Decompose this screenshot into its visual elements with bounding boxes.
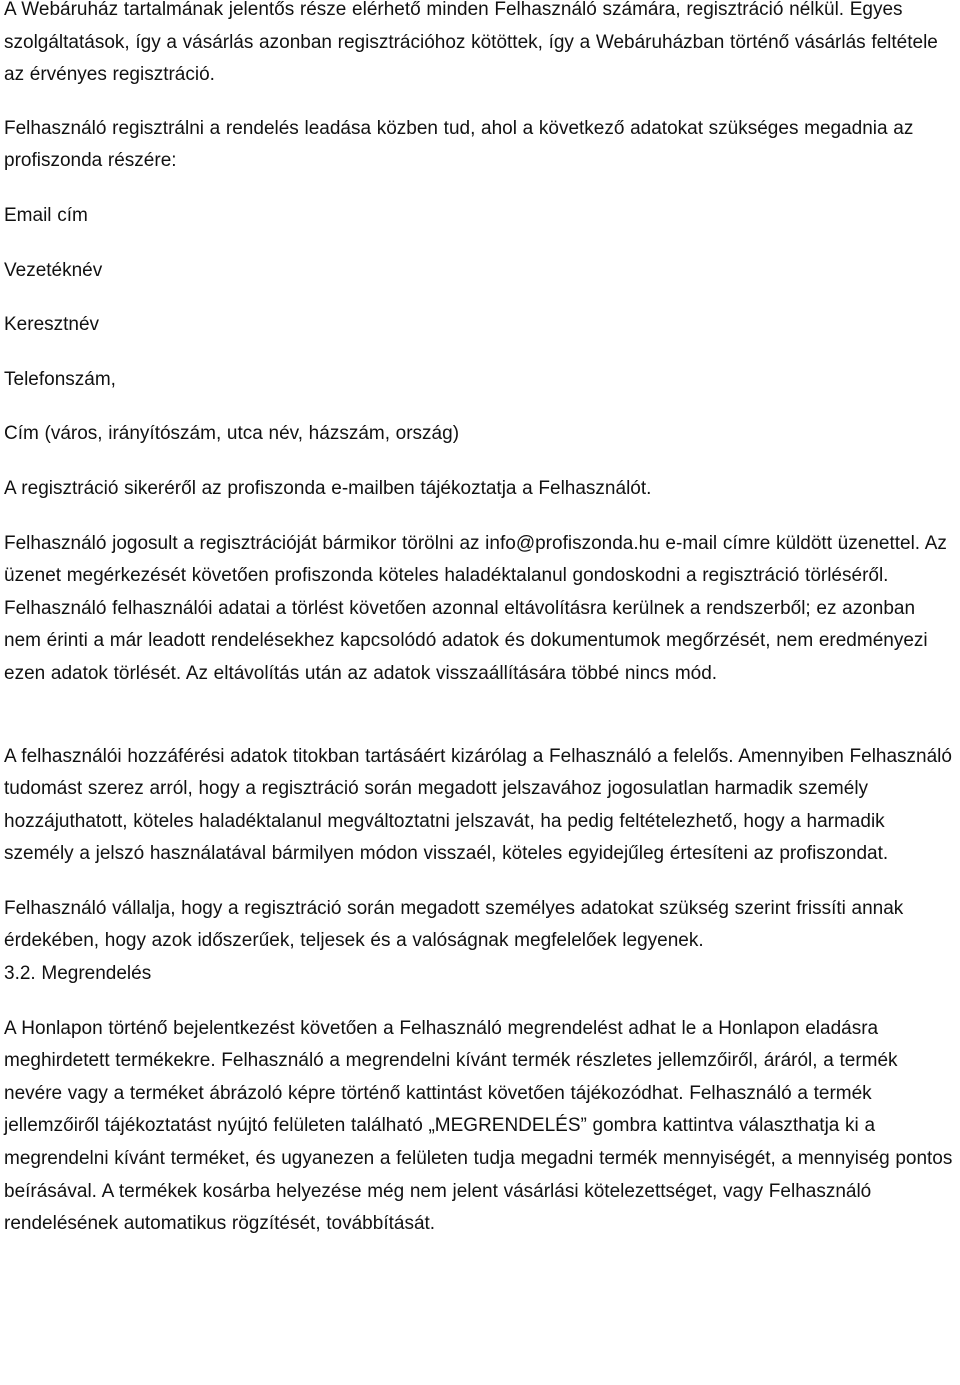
field-phone: Telefonszám,: [4, 368, 116, 390]
field-last-name: Vezetéknév: [4, 259, 103, 281]
access-data-paragraph: A felhasználói hozzáférési adatok titokban tartásáért kizárólag a Felhasználó a felelős. Amennyiben Felhasználó tudomást szerez arról, hogy a regisztráció során megadott jelszavához jogosulatlan harmadik személy hozzájuthatott, köteles haladéktalanul megváltoztatni jelszavát, ha pedig feltételezhető, hogy a harmadik személy a jelszó használatával bármilyen módon visszaél, köteles egyidejűleg értesíteni az profiszondat.: [4, 745, 952, 865]
order-paragraph: A Honlapon történő bejelentkezést követően a Felhasználó megrendelést adhat le a Honlapon eladásra meghirdetett termékekre. Felhasználó a megrendelni kívánt termék részletes jellemzőiről, áráról, a termék nevére vagy a terméket ábrázoló képre történő kattintást követően tájékozódhat. Felhasználó a termék jellemzőiről tájékoztatást nyújtó felületen található „MEGRENDELÉS” gombra kattintva választhatja ki a megrendelni kívánt terméket, és ugyanezen a felületen tudja megadni termék mennyiségét, a mennyiség pontos beírásával. A termékek kosárba helyezése még nem jelent vásárlási kötelezettséget, vagy Felhasználó rendelésének automatikus rögzítését, továbbítását.: [4, 1017, 953, 1235]
document-page: [4, 0, 956, 1241]
field-first-name: Keresztnév: [4, 314, 100, 336]
data-accuracy-paragraph: Felhasználó vállalja, hogy a regisztráció során megadott személyes adatokat szükség szerint frissíti annak érdekében, hogy azok időszerűek, teljesek és a valóságnak megfelelőek legyenek.: [4, 897, 904, 952]
field-email: Email cím: [4, 204, 88, 226]
registration-paragraph: Felhasználó regisztrálni a rendelés leadása közben tud, ahol a következő adatokat szükséges megadnia az profiszonda részére:: [4, 117, 914, 172]
confirmation-paragraph: A regisztráció sikeréről az profiszonda e-mailben tájékoztatja a Felhasználót.: [4, 477, 652, 499]
field-address: Cím (város, irányítószám, utca név, házszám, ország): [4, 423, 460, 445]
deletion-paragraph: Felhasználó jogosult a regisztrációját bármikor törölni az info@profiszonda.hu e-mail címre küldött üzenettel. Az üzenet megérkezését követően profiszonda köteles haladéktalanul gondoskodni a regisztráció törléséről. Felhasználó felhasználói adatai a törlést követően azonnal eltávolításra kerülnek a rendszerből; ez azonban nem érinti a már leadott rendelésekhez kapcsolódó adatok és dokumentumok megőrzését, nem eredményezi ezen adatok törlését. Az eltávolítás után az adatok visszaállítására többé nincs mód.: [4, 532, 947, 684]
section-heading: 3.2. Megrendelés: [4, 963, 152, 985]
intro-paragraph: A Webáruház tartalmának jelentős része elérhető minden Felhasználó számára, regisztráció nélkül. Egyes szolgáltatások, így a vásárlás azonban regisztrációhoz kötöttek, így a Webáruházban történő vásárlás feltétele az érvényes regisztráció.: [4, 0, 938, 86]
